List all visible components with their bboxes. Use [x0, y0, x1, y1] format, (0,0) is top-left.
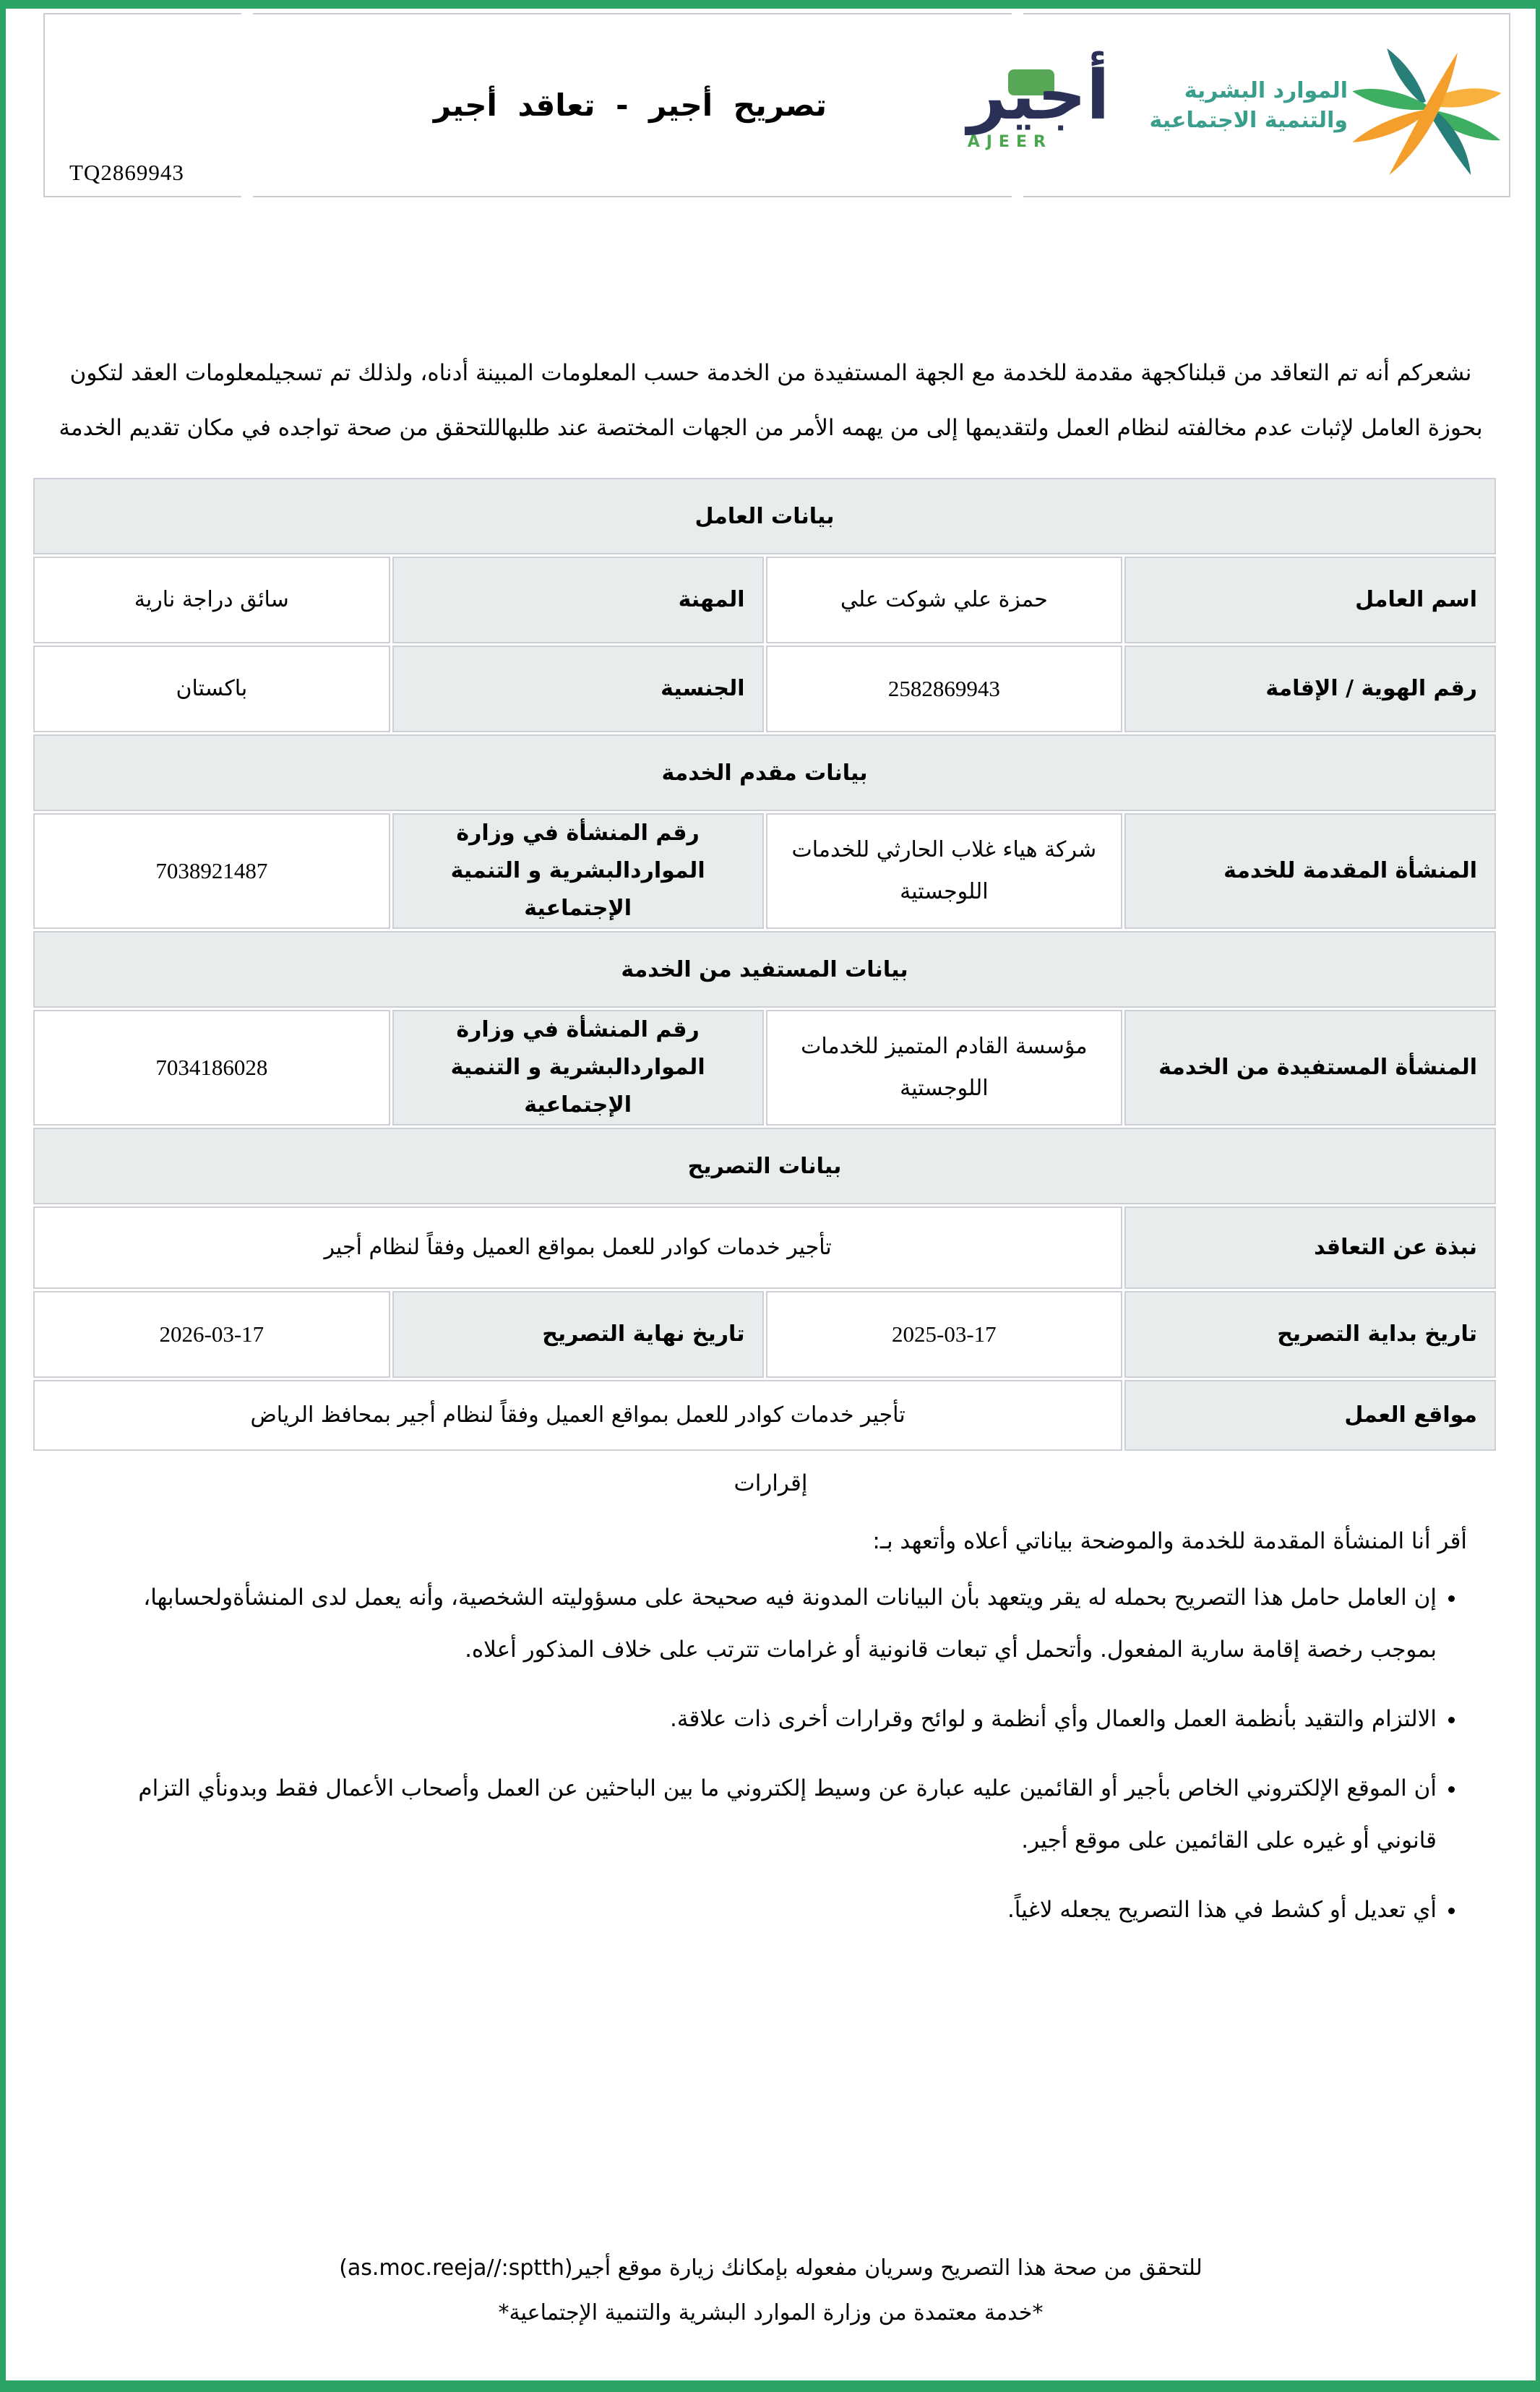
beneficiary-establishment-label: المنشأة المستفيدة من الخدمة	[1124, 1010, 1496, 1126]
section-worker	[33, 478, 1496, 554]
provider-mol-number-label: رقم المنشأة في وزارة المواردالبشرية و التنمية الإجتماعية	[392, 813, 764, 929]
contract-about-value: تأجير خدمات كوادر للعمل بمواقع العميل وفقاً لنظام أجير	[33, 1206, 1122, 1289]
declaration-item: • الالتزام والتقيد بأنظمة العمل والعمال وأي أنظمة و لوائح وقرارات أخرى ذات علاقة.	[74, 1693, 1437, 1745]
section-title-worker: بيانات العامل	[33, 478, 1496, 554]
ajeer-logo	[967, 56, 1110, 151]
title-zone	[247, 14, 1013, 196]
ministry-logo	[1150, 34, 1505, 177]
work-locations-value: تأجير خدمات كوادر للعمل بمواقع العميل وفقاً لنظام أجير بمحافظ الرياض	[33, 1380, 1122, 1451]
worker-name-value: حمزة علي شوكت علي	[766, 557, 1123, 643]
id-number-label: رقم الهوية / الإقامة	[1124, 646, 1496, 732]
section-provider	[33, 734, 1496, 811]
ministry-logo-line2: والتنمية الاجتماعية	[1149, 107, 1348, 133]
ministry-logo-text	[1150, 76, 1348, 135]
header-border-gap	[1012, 196, 1023, 198]
permit-data-table	[31, 476, 1498, 1453]
section-title-provider: بيانات مقدم الخدمة	[33, 734, 1496, 811]
id-number-value: 2582869943	[766, 646, 1123, 732]
work-locations-label: مواقع العمل	[1124, 1380, 1496, 1451]
section-beneficiary	[33, 931, 1496, 1008]
provider-establishment-value: شركة هياء غلاب الحارثي للخدمات اللوجستية	[766, 813, 1123, 929]
table-row	[33, 813, 1496, 929]
verification-url: (as.moc.reeja//:sptth)	[339, 2255, 573, 2281]
header-border-gap	[241, 196, 253, 198]
permit-end-date-label: تاريخ نهاية التصريح	[392, 1291, 764, 1378]
permit-number: TQ2869943	[69, 160, 184, 185]
intro-paragraph: نشعركم أنه تم التعاقد من قبلناكجهة مقدمة للخدمة مع الجهة المستفيدة من الخدمة حسب المعلومات المبينة أدناه، ولذلك تم تسجيلمعلومات العقد لتكون بحوزة العامل لإثبات عدم مخالفته لنظام العمل ولتقديمها إلى من يهمه الأمر من الجهات المختصة عند طلبهاللتحقق من صحة تواجده في مكان تقديم الخدمة	[59, 360, 1483, 441]
table-row	[33, 1291, 1496, 1378]
verification-line	[6, 2246, 1536, 2291]
declaration-item: • أي تعديل أو كشط في هذا التصريح يجعله لاغياً.	[74, 1884, 1437, 1936]
document-header	[43, 13, 1510, 197]
ajeer-logo-arabic-wordmark: أجير	[967, 56, 1110, 136]
contract-about-label: نبذة عن التعاقد	[1124, 1206, 1496, 1289]
permit-end-date-value: 2026-03-17	[33, 1291, 390, 1378]
ajeer-logo-latin-wordmark: AJEER	[967, 132, 1052, 151]
declarations-pledge: أقر أنا المنشأة المقدمة للخدمة والموضحة بياناتي أعلاه وأتعهد بـ:	[872, 1528, 1467, 1554]
declarations-section	[74, 1470, 1467, 1936]
beneficiary-establishment-value: مؤسسة القادم المتميز للخدمات اللوجستية	[766, 1010, 1123, 1126]
declarations-list	[74, 1572, 1467, 1936]
permit-start-date-value: 2025-03-17	[766, 1291, 1123, 1378]
section-permit	[33, 1128, 1496, 1204]
table-row	[33, 1010, 1496, 1126]
ministry-logo-line1: الموارد البشرية	[1184, 77, 1348, 103]
provider-mol-number-value: 7038921487	[33, 813, 390, 929]
section-title-beneficiary: بيانات المستفيد من الخدمة	[33, 931, 1496, 1008]
nationality-label: الجنسية	[392, 646, 764, 732]
provider-establishment-label: المنشأة المقدمة للخدمة	[1124, 813, 1496, 929]
ministry-emblem-icon	[1349, 34, 1505, 177]
permit-start-date-label: تاريخ بداية التصريح	[1124, 1291, 1496, 1378]
beneficiary-mol-number-value: 7034186028	[33, 1010, 390, 1126]
profession-value: سائق دراجة نارية	[33, 557, 390, 643]
document-footer	[6, 2246, 1536, 2336]
verification-text: للتحقق من صحة هذا التصريح وسريان مفعوله بإمكانك زيارة موقع أجير	[572, 2255, 1203, 2281]
declarations-title: إقرارات	[734, 1470, 808, 1496]
section-title-permit: بيانات التصريح	[33, 1128, 1496, 1204]
document-title: تصريح أجير - تعاقد أجير	[433, 87, 827, 123]
table-row	[33, 646, 1496, 732]
table-row	[33, 557, 1496, 643]
profession-label: المهنة	[392, 557, 764, 643]
beneficiary-mol-number-label: رقم المنشأة في وزارة المواردالبشرية و التنمية الإجتماعية	[392, 1010, 764, 1126]
declaration-item: • أن الموقع الإلكتروني الخاص بأجير أو القائمين عليه عبارة عن وسيط إلكتروني ما بين الباحثين عن العمل وأصحاب الأعمال فقط وبدونأي التزام قانوني أو غيره على القائمين على موقع أجير.	[74, 1762, 1437, 1866]
worker-name-label: اسم العامل	[1124, 557, 1496, 643]
logo-zone	[968, 14, 1505, 196]
table-row	[33, 1206, 1496, 1289]
nationality-value: باكستان	[33, 646, 390, 732]
table-row	[33, 1380, 1496, 1451]
accreditation-line: *خدمة معتمدة من وزارة الموارد البشرية والتنمية الإجتماعية*	[498, 2300, 1044, 2325]
declaration-item: • إن العامل حامل هذا التصريح بحمله له يقر ويتعهد بأن البيانات المدونة فيه صحيحة على مسؤوليته الشخصية، وأنه يعمل لدى المنشأةولحسابها، بموجب رخصة إقامة سارية المفعول. وأتحمل أي تبعات قانونية أو غرامات تترتب على خلاف المذكور أعلاه.	[74, 1572, 1437, 1676]
